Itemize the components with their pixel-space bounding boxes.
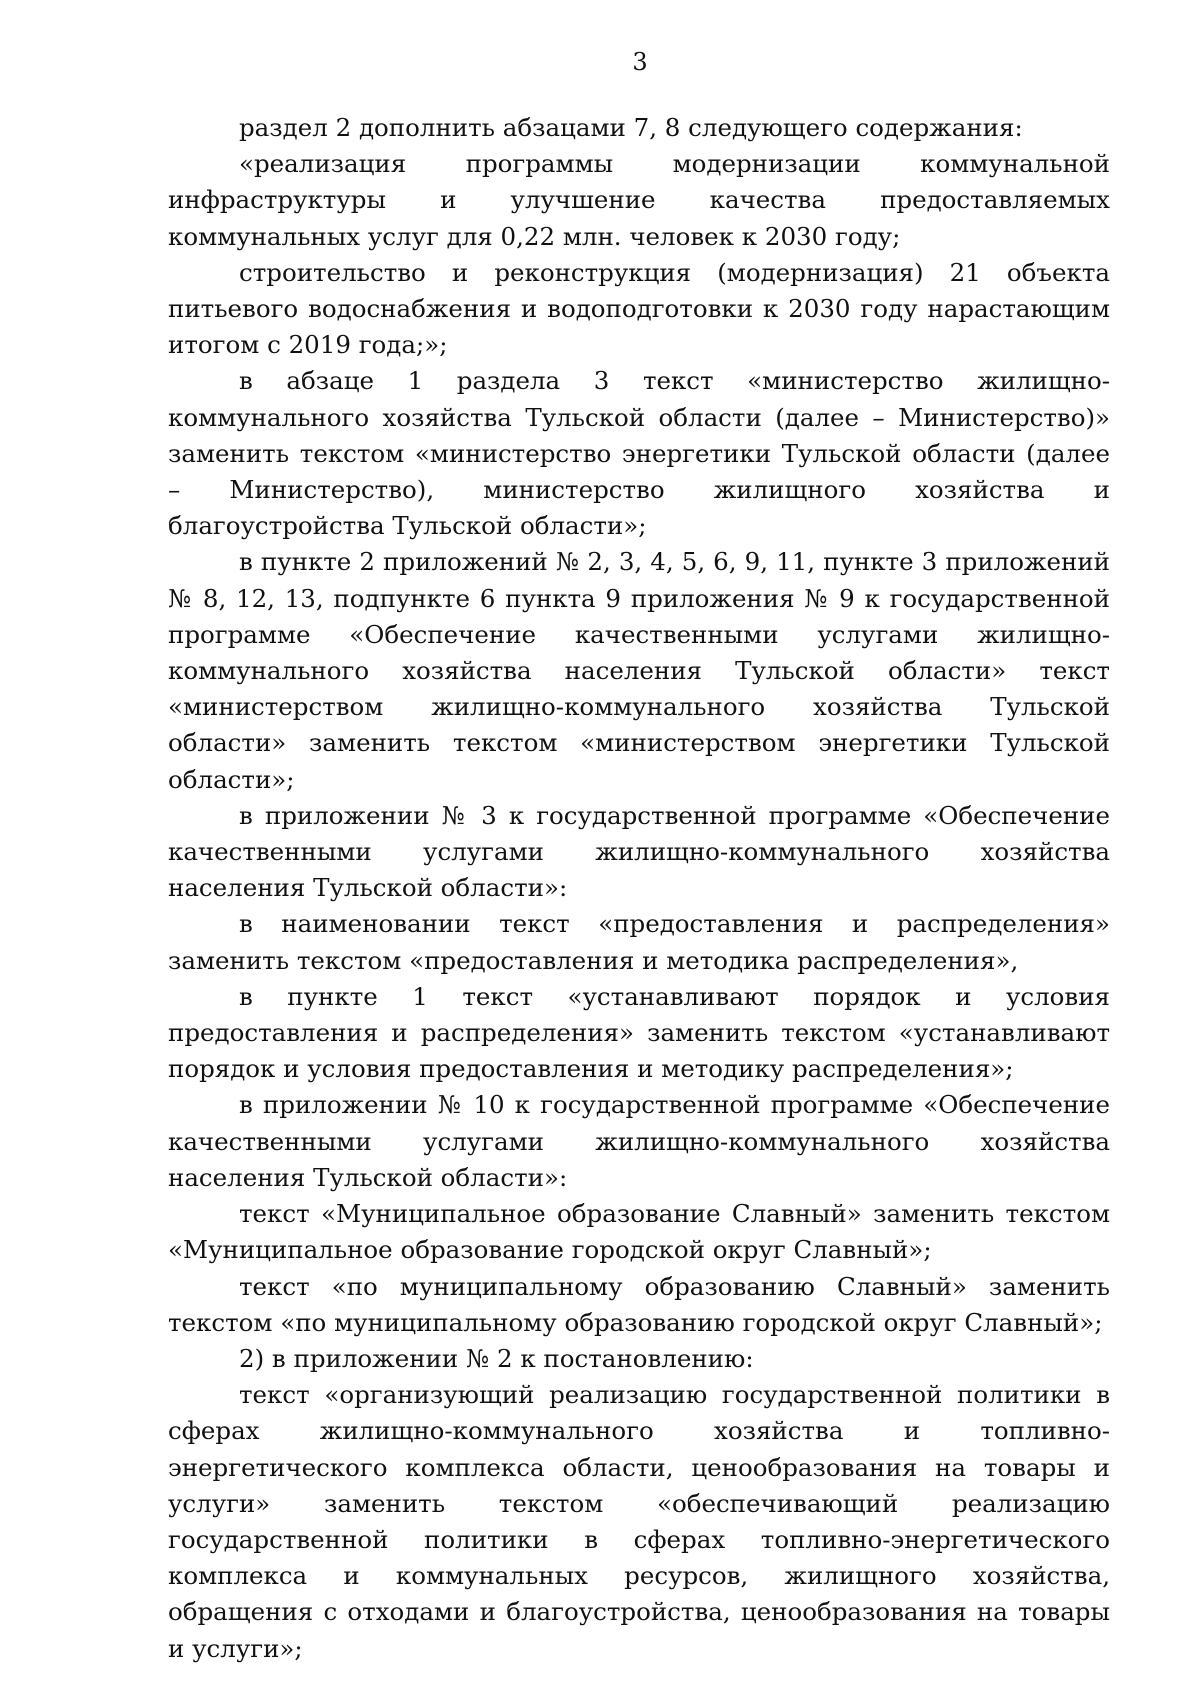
paragraph: 2) в приложении № 2 к постановлению: [239, 1343, 754, 1373]
paragraph: текст «Муниципальное образование Славный» заменить текстом «Муниципальное образование городской округ Славный»; [168, 1199, 1110, 1265]
paragraph: в наименовании текст «предоставления и распределения» заменить текстом «предоставления и методика распределения», [168, 909, 1110, 975]
paragraph: в пункте 2 приложений № 2, 3, 4, 5, 6, 9, 11, пункте 3 приложений № 8, 12, 13, подпункте 6 пункта 9 приложения № 9 к государственной программе «Обеспечение качественными услугами жилищно-коммунального хозяйства населения Тульской области» текст «министерством жилищно-коммунального хозяйства Тульской области» заменить текстом «министерством энергетики Тульской области»; [168, 547, 1110, 794]
paragraph: текст «организующий реализацию государственной политики в сферах жилищно-коммунального хозяйства и топливно-энергетического комплекса области, ценообразования на товары и услуги» заменить текстом «обеспечивающий реализацию государственной политики в сферах топливно-энергетического комплекса и коммунальных ресурсов, жилищного хозяйства, обращения с отходами и благоустройства, ценообразования на товары и услуги»; [168, 1380, 1110, 1663]
paragraph: в пункте 1 текст «устанавливают порядок и условия предоставления и распределения» заменить текстом «устанавливают порядок и условия предоставления и методику распределения»; [168, 981, 1110, 1084]
paragraph: в приложении № 3 к государственной программе «Обеспечение качественными услугами жилищно-коммунального хозяйства населения Тульской области»: [168, 800, 1110, 903]
paragraph: в приложении № 10 к государственной программе «Обеспечение качественными услугами жилищно-коммунального хозяйства населения Тульской области»: [168, 1090, 1110, 1192]
paragraph: «реализация программы модернизации коммунальной инфраструктуры и улучшение качества предоставляемых коммунальных услуг для 0,22 млн. человек к 2030 году; [168, 149, 1110, 251]
paragraph: текст «по муниципальному образованию Славный» заменить текстом «по муниципальному образованию городской округ Славный»; [168, 1271, 1110, 1337]
page-number: 3 [632, 48, 648, 76]
paragraph: раздел 2 дополнить абзацами 7, 8 следующего содержания: [239, 113, 1023, 142]
paragraph: в абзаце 1 раздела 3 текст «министерство жилищно-коммунального хозяйства Тульской области (далее – Министерство)» заменить текстом «министерство энергетики Тульской области (далее – Министерство), министерство жилищного хозяйства и благоустройства Тульской области»; [168, 366, 1110, 541]
document-body [168, 110, 1110, 1667]
paragraph: строительство и реконструкция (модернизация) 21 объекта питьевого водоснабжения и водоподготовки к 2030 году нарастающим итогом с 2019 года;»; [168, 257, 1110, 360]
